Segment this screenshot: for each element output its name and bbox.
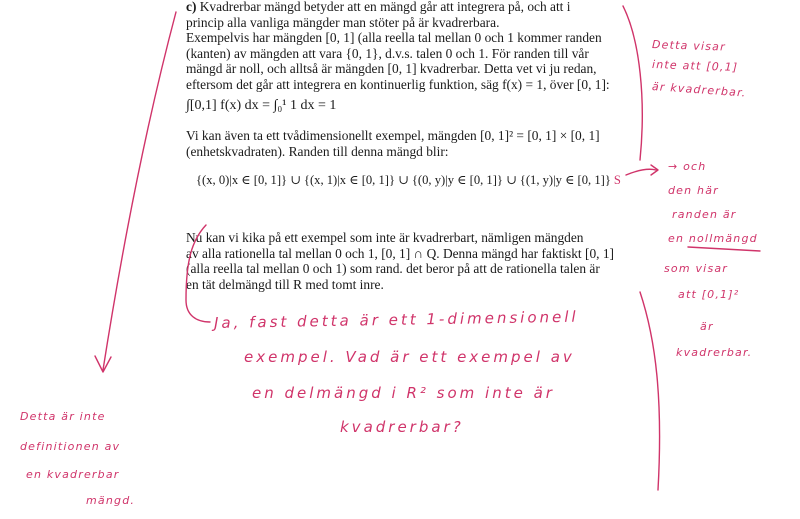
boundary-end-mark: S xyxy=(613,173,621,187)
text-line: en tät delmängd till R med tomt inre. xyxy=(186,276,384,292)
handwritten-line: att [0,1]² xyxy=(678,288,740,301)
handwritten-line: den här xyxy=(668,184,719,197)
handwritten-line: Ja, fast detta är ett 1-dimensionell xyxy=(213,307,579,332)
text-line: av alla rationella tal mellan 0 och 1, [0, 1] ∩ Q. Denna mängd har faktiskt [0, 1] xyxy=(186,245,614,261)
text-line: princip alla vanliga mängder man stöter på är kvadrerbara. xyxy=(186,14,500,30)
text-line: mängd är noll, och alltså är mängden [0, 1] kvadrerbar. Detta vet vi ju redan, xyxy=(186,61,597,77)
right-bracket-lower xyxy=(640,292,660,490)
text-line: Exempelvis har mängden [0, 1] (alla reella tal mellan 0 och 1 kommer randen xyxy=(186,30,602,45)
right-bracket-top xyxy=(623,6,642,160)
handwritten-line: är kvadrerbar. xyxy=(651,80,747,100)
handwritten-line: som visar xyxy=(664,262,729,275)
handwritten-line: definitionen av xyxy=(20,440,121,453)
text-line: (alla reella tal mellan 0 och 1) som rand. det beror på att de rationella talen är xyxy=(186,261,600,277)
handwritten-line: kvadrerbar. xyxy=(676,346,753,359)
handwritten-line: kvadrerbar? xyxy=(340,418,464,436)
handwritten-line: randen är xyxy=(672,208,737,221)
handwritten-line: är xyxy=(700,320,714,333)
handwritten-line: en delmängd i R² som inte är xyxy=(252,384,555,402)
underline-nollmangd xyxy=(688,247,760,251)
long-arrow-line xyxy=(103,12,176,370)
handwritten-line: Detta visar xyxy=(651,38,727,54)
handwritten-line: exempel. Vad är ett exempel av xyxy=(244,348,575,366)
text-line: (enhetskvadraten). Randen till denna mängd blir: xyxy=(186,143,449,159)
handwritten-line: en nollmängd xyxy=(668,232,758,245)
handwritten-line: Detta är inte xyxy=(20,410,106,423)
text-line: Kvadrerbar mängd betyder att en mängd går att integrera på, och att i xyxy=(199,0,571,14)
text-line: Vi kan även ta ett tvådimensionellt exempel, mängden [0, 1]² = [0, 1] × [0, 1] xyxy=(186,128,600,143)
left-bracket-lower xyxy=(186,225,210,322)
handwritten-line: en kvadrerbar xyxy=(26,468,120,481)
problem-label: c) xyxy=(186,0,197,14)
handwritten-line: mängd. xyxy=(86,494,136,507)
text-line: eftersom det går att integrera en kontinuerlig funktion, säg f(x) = 1, över [0, 1]: xyxy=(186,76,610,92)
handwritten-line: → och xyxy=(668,160,707,173)
integral-equation: ∫[0,1] f(x) dx = ∫₀¹ 1 dx = 1 xyxy=(186,98,337,113)
boundary-set: {(x, 0)|x ∈ [0, 1]} ∪ {(x, 1)|x ∈ [0, 1]} ∪ {(0, y)|y ∈ [0, 1]} ∪ {(1, y)|y ∈ [0, 1]} xyxy=(196,173,611,187)
handwritten-line: inte att [0,1] xyxy=(651,58,739,75)
text-line: (kanten) av mängden att vara {0, 1}, d.v.s. talen 0 och 1. För randen till vår xyxy=(186,45,589,61)
text-line: Nu kan vi kika på ett exempel som inte är kvadrerbart, nämligen mängden xyxy=(186,230,584,245)
